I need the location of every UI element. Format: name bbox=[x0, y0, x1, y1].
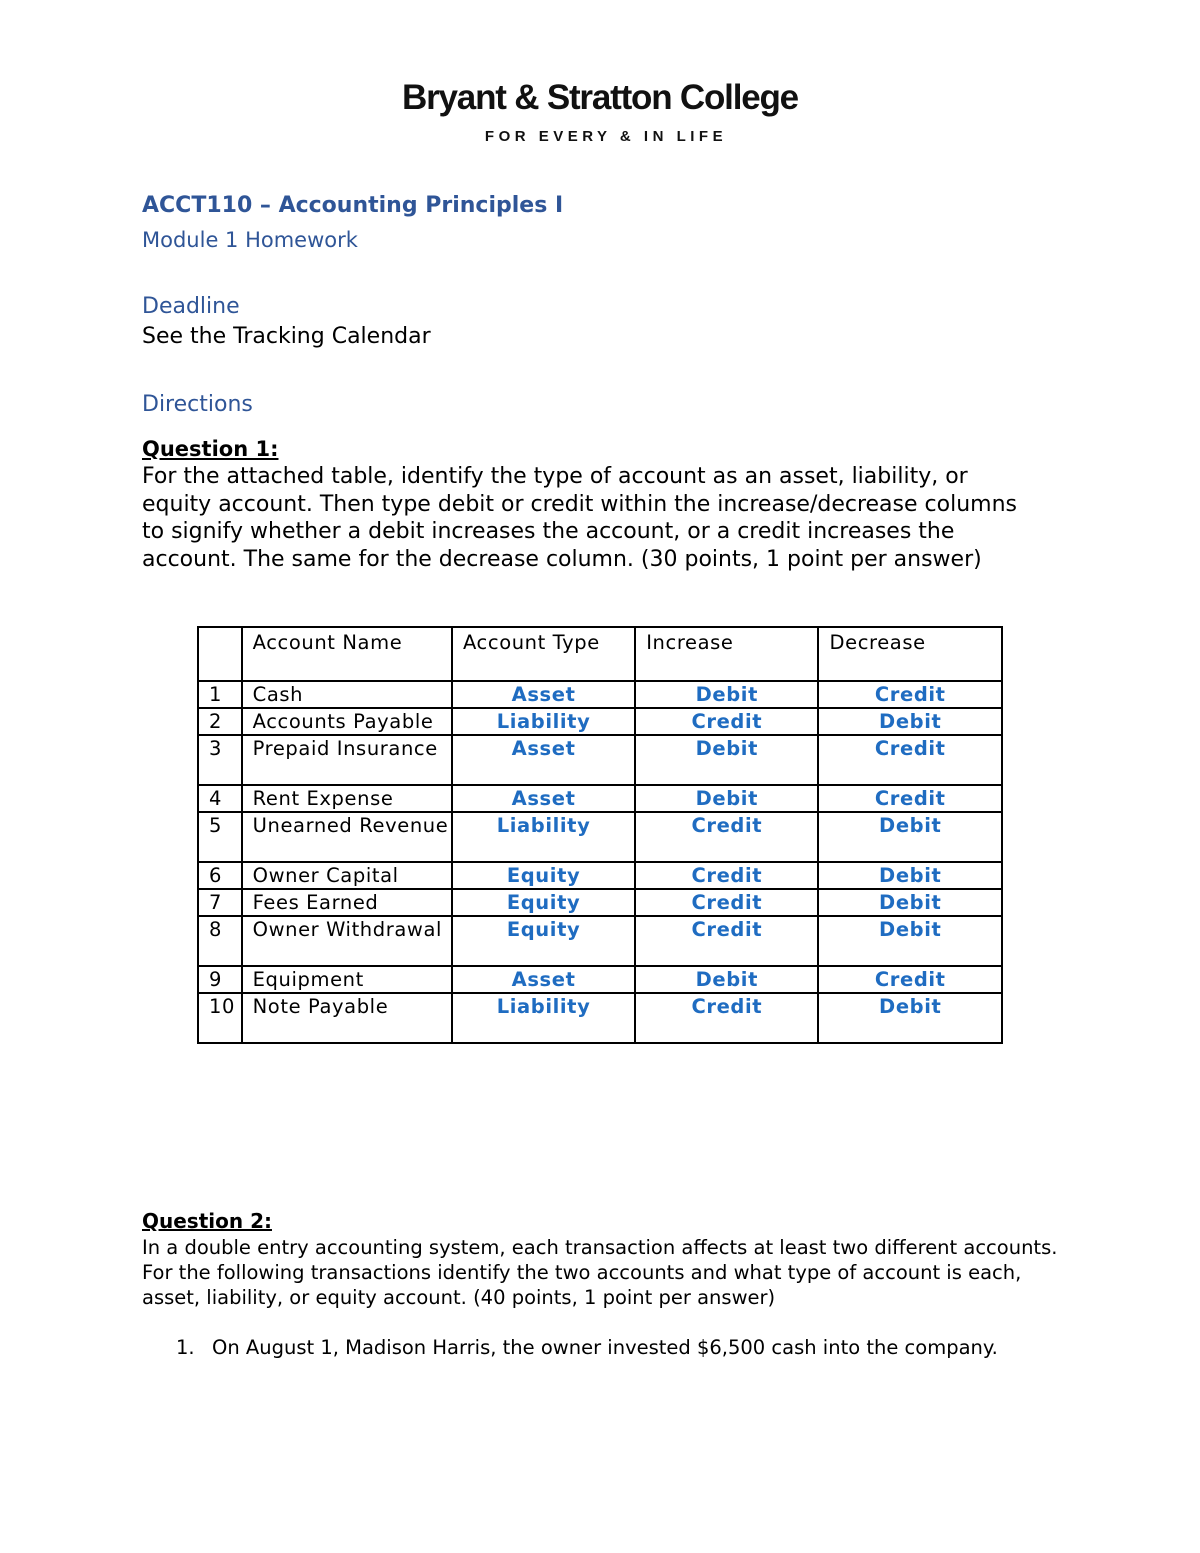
account-name: Cash bbox=[242, 681, 452, 708]
header-increase: Increase bbox=[635, 627, 818, 681]
table-header-row bbox=[198, 627, 1002, 681]
decrease-answer[interactable]: Credit bbox=[818, 681, 1002, 708]
account-name: Owner Capital bbox=[242, 862, 452, 889]
account-name: Note Payable bbox=[242, 993, 452, 1043]
header-num bbox=[198, 627, 242, 681]
increase-answer[interactable]: Debit bbox=[635, 785, 818, 812]
account-type-answer[interactable]: Liability bbox=[452, 708, 635, 735]
table-row bbox=[198, 889, 1002, 916]
decrease-answer[interactable]: Debit bbox=[818, 812, 1002, 862]
table-row bbox=[198, 862, 1002, 889]
increase-answer[interactable]: Credit bbox=[635, 993, 818, 1043]
increase-answer[interactable]: Debit bbox=[635, 966, 818, 993]
row-number: 3 bbox=[198, 735, 242, 785]
question2-heading: Question 2: bbox=[142, 1209, 272, 1233]
account-type-answer[interactable]: Asset bbox=[452, 966, 635, 993]
table-row bbox=[198, 681, 1002, 708]
decrease-answer[interactable]: Credit bbox=[818, 785, 1002, 812]
row-number: 9 bbox=[198, 966, 242, 993]
table-row bbox=[198, 993, 1002, 1043]
row-number: 7 bbox=[198, 889, 242, 916]
increase-answer[interactable]: Credit bbox=[635, 862, 818, 889]
decrease-answer[interactable]: Credit bbox=[818, 735, 1002, 785]
list-item-text: On August 1, Madison Harris, the owner invested $6,500 cash into the company. bbox=[212, 1336, 998, 1359]
increase-answer[interactable]: Debit bbox=[635, 735, 818, 785]
decrease-answer[interactable]: Debit bbox=[818, 889, 1002, 916]
table-row bbox=[198, 735, 1002, 785]
college-logo bbox=[0, 78, 1200, 145]
account-name: Unearned Revenue bbox=[242, 812, 452, 862]
increase-answer[interactable]: Credit bbox=[635, 916, 818, 966]
row-number: 2 bbox=[198, 708, 242, 735]
row-number: 5 bbox=[198, 812, 242, 862]
account-name: Fees Earned bbox=[242, 889, 452, 916]
module-title: Module 1 Homework bbox=[142, 228, 358, 252]
table-row bbox=[198, 708, 1002, 735]
account-type-answer[interactable]: Liability bbox=[452, 812, 635, 862]
course-title: ACCT110 – Accounting Principles I bbox=[142, 193, 564, 218]
row-number: 8 bbox=[198, 916, 242, 966]
row-number: 10 bbox=[198, 993, 242, 1043]
row-number: 1 bbox=[198, 681, 242, 708]
question2-text: In a double entry accounting system, each transaction affects at least two different accounts. For the following transactions identify the two accounts and what type of account is each, asset, liability, or equity account. (40 points, 1 point per answer) bbox=[142, 1236, 1058, 1309]
logo-name: Bryant & Stratton College bbox=[402, 78, 798, 117]
accounts-table bbox=[197, 626, 1003, 1044]
account-type-answer[interactable]: Equity bbox=[452, 889, 635, 916]
decrease-answer[interactable]: Debit bbox=[818, 993, 1002, 1043]
question1-heading: Question 1: bbox=[142, 437, 279, 461]
account-name: Rent Expense bbox=[242, 785, 452, 812]
increase-answer[interactable]: Credit bbox=[635, 812, 818, 862]
account-type-answer[interactable]: Equity bbox=[452, 862, 635, 889]
row-number: 6 bbox=[198, 862, 242, 889]
decrease-answer[interactable]: Debit bbox=[818, 862, 1002, 889]
table-row bbox=[198, 966, 1002, 993]
header-decrease: Decrease bbox=[818, 627, 1002, 681]
account-name: Accounts Payable bbox=[242, 708, 452, 735]
account-name: Equipment bbox=[242, 966, 452, 993]
account-name: Owner Withdrawal bbox=[242, 916, 452, 966]
table-row bbox=[198, 812, 1002, 862]
account-type-answer[interactable]: Liability bbox=[452, 993, 635, 1043]
decrease-answer[interactable]: Debit bbox=[818, 916, 1002, 966]
account-type-answer[interactable]: Asset bbox=[452, 681, 635, 708]
deadline-heading: Deadline bbox=[142, 294, 240, 319]
header-account-type: Account Type bbox=[452, 627, 635, 681]
header-account-name: Account Name bbox=[242, 627, 452, 681]
directions-heading: Directions bbox=[142, 392, 253, 417]
increase-answer[interactable]: Debit bbox=[635, 681, 818, 708]
account-type-answer[interactable]: Asset bbox=[452, 735, 635, 785]
table-row bbox=[198, 785, 1002, 812]
decrease-answer[interactable]: Debit bbox=[818, 708, 1002, 735]
account-type-answer[interactable]: Asset bbox=[452, 785, 635, 812]
list-item-number: 1. bbox=[176, 1336, 195, 1359]
increase-answer[interactable]: Credit bbox=[635, 708, 818, 735]
decrease-answer[interactable]: Credit bbox=[818, 966, 1002, 993]
account-type-answer[interactable]: Equity bbox=[452, 916, 635, 966]
row-number: 4 bbox=[198, 785, 242, 812]
question1-text: For the attached table, identify the type of account as an asset, liability, or equity account. Then type debit or credit within the increase/decrease columns to signify whether a debit increases the account, or a credit increases the account. The same for the decrease column. (30 points, 1 point per answer) bbox=[142, 464, 1017, 572]
logo-tagline: FOR EVERY & IN LIFE bbox=[484, 128, 728, 145]
account-name: Prepaid Insurance bbox=[242, 735, 452, 785]
increase-answer[interactable]: Credit bbox=[635, 889, 818, 916]
deadline-text: See the Tracking Calendar bbox=[142, 324, 431, 349]
table-row bbox=[198, 916, 1002, 966]
